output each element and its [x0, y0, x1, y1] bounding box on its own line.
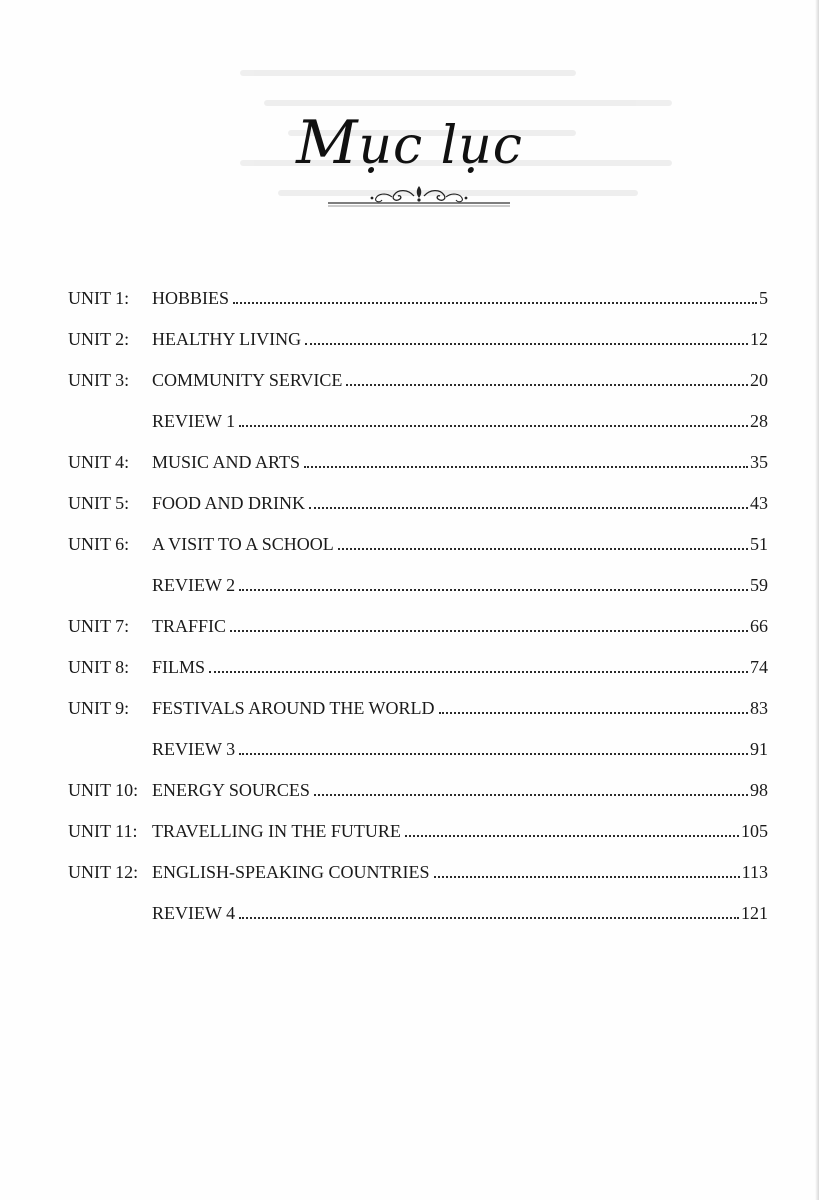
scroll-flourish-divider-icon [328, 183, 510, 209]
toc-title: REVIEW 4 [152, 903, 236, 923]
toc-dot-leader [209, 671, 748, 673]
toc-entry-unit-2[interactable] [68, 309, 768, 350]
toc-unit-label: UNIT 3: [68, 370, 130, 390]
toc-page-number: 74 [750, 657, 768, 677]
toc-unit-label: UNIT 11: [68, 821, 138, 841]
toc-title: ENERGY SOURCES [152, 780, 310, 800]
toc-entry-unit-10[interactable] [68, 760, 768, 801]
toc-dot-leader [239, 753, 748, 755]
toc-title: FILMS [152, 657, 206, 677]
toc-entry-review-4[interactable] [68, 883, 768, 924]
toc-unit-label: UNIT 1: [68, 288, 130, 308]
toc-title: TRAVELLING IN THE FUTURE [152, 821, 401, 841]
toc-entry-review-3[interactable] [68, 719, 768, 760]
toc-dot-leader [239, 917, 739, 919]
toc-entry-unit-12[interactable] [68, 842, 768, 883]
toc-dot-leader [314, 794, 748, 796]
toc-entry-review-1[interactable] [68, 391, 768, 432]
page-edge-shadow [815, 0, 819, 1200]
toc-title: HOBBIES [152, 288, 230, 308]
toc-unit-label: UNIT 4: [68, 452, 130, 472]
toc-page-number: 91 [750, 739, 768, 759]
toc-page-number: 59 [750, 575, 768, 595]
toc-title: FOOD AND DRINK [152, 493, 306, 513]
toc-entry-unit-9[interactable] [68, 678, 768, 719]
toc-title: FESTIVALS AROUND THE WORLD [152, 698, 435, 718]
toc-page-number: 5 [759, 288, 768, 308]
toc-unit-label: UNIT 6: [68, 534, 130, 554]
toc-title: REVIEW 2 [152, 575, 236, 595]
toc-unit-label: UNIT 9: [68, 698, 130, 718]
toc-unit-label: UNIT 7: [68, 616, 130, 636]
toc-title: MUSIC AND ARTS [152, 452, 300, 472]
toc-page-number: 105 [741, 821, 768, 841]
toc-dot-leader [239, 589, 748, 591]
toc-dot-leader [309, 507, 748, 509]
toc-page-number: 43 [750, 493, 768, 513]
toc-page-number: 51 [750, 534, 768, 554]
toc-page-number: 66 [750, 616, 768, 636]
toc-dot-leader [434, 876, 740, 878]
toc-title: TRAFFIC [152, 616, 227, 636]
toc-entry-unit-3[interactable] [68, 350, 768, 391]
toc-dot-leader [405, 835, 739, 837]
toc-title: COMMUNITY SERVICE [152, 370, 343, 390]
toc-title: HEALTHY LIVING [152, 329, 302, 349]
toc-page-number: 28 [750, 411, 768, 431]
toc-dot-leader [304, 466, 748, 468]
table-of-contents [68, 268, 768, 924]
toc-dot-leader [239, 425, 748, 427]
toc-page-number: 12 [750, 329, 768, 349]
toc-unit-label: UNIT 5: [68, 493, 130, 513]
toc-page-number: 83 [750, 698, 768, 718]
toc-entry-unit-5[interactable] [68, 473, 768, 514]
toc-dot-leader [230, 630, 748, 632]
toc-entry-unit-8[interactable] [68, 637, 768, 678]
toc-dot-leader [346, 384, 748, 386]
page-title-initial: M [296, 108, 359, 178]
toc-dot-leader [305, 343, 748, 345]
toc-unit-label: UNIT 8: [68, 657, 130, 677]
page-title [0, 108, 819, 178]
toc-entry-unit-1[interactable] [68, 268, 768, 309]
toc-page-number: 113 [741, 862, 768, 882]
toc-unit-label: UNIT 2: [68, 329, 130, 349]
toc-dot-leader [338, 548, 748, 550]
toc-page-number: 98 [750, 780, 768, 800]
toc-dot-leader [439, 712, 748, 714]
toc-entry-unit-7[interactable] [68, 596, 768, 637]
toc-unit-label: UNIT 12: [68, 862, 139, 882]
toc-entry-review-2[interactable] [68, 555, 768, 596]
page-title-rest: ục lục [358, 116, 523, 176]
toc-page-number: 121 [741, 903, 768, 923]
toc-dot-leader [233, 302, 757, 304]
toc-title: REVIEW 1 [152, 411, 236, 431]
toc-page-number: 20 [750, 370, 768, 390]
toc-unit-label: UNIT 10: [68, 780, 139, 800]
toc-entry-unit-4[interactable] [68, 432, 768, 473]
toc-page-number: 35 [750, 452, 768, 472]
toc-title: REVIEW 3 [152, 739, 236, 759]
toc-entry-unit-11[interactable] [68, 801, 768, 842]
toc-title: A VISIT TO A SCHOOL [152, 534, 334, 554]
toc-title: ENGLISH-SPEAKING COUNTRIES [152, 862, 430, 882]
toc-entry-unit-6[interactable] [68, 514, 768, 555]
